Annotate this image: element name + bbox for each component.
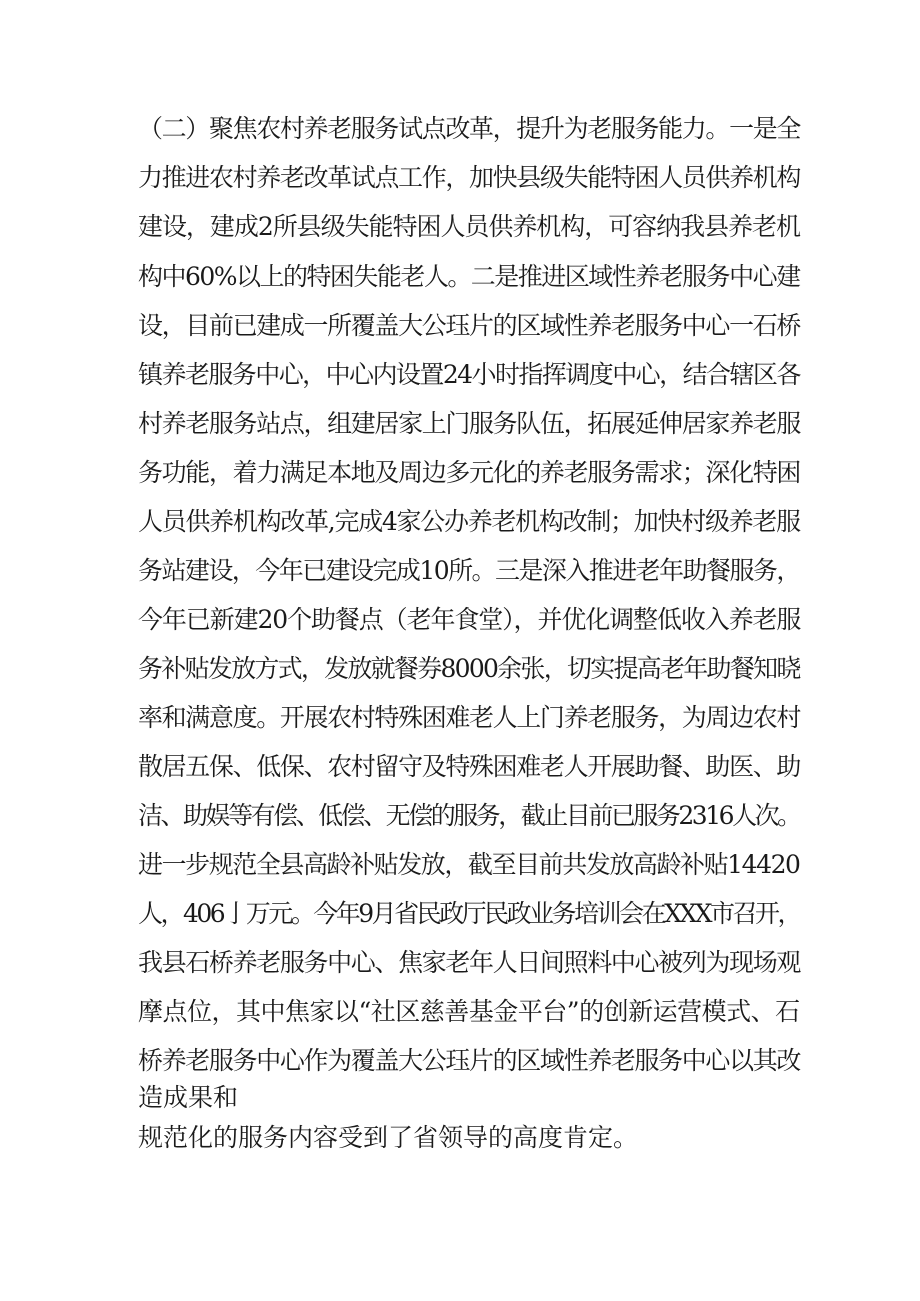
paragraph-line: 桥养老服务中心作为覆盖大公珏片的区域性养老服务中心以其改 — [138, 1046, 801, 1075]
paragraph-line: 务站建设，今年已建设完成10所。三是深入推进老年助餐服务， — [138, 556, 800, 585]
paragraph-line: 设，目前已建成一所覆盖大公珏片的区域性养老服务中心一石桥 — [138, 311, 801, 340]
paragraph-line: 人员供养机构改革,完成4家公办养老机构改制；加快村级养老服 — [138, 507, 800, 536]
paragraph-line: 规范化的服务内容受到了省领导的高度肯定。 — [138, 1123, 639, 1152]
paragraph-line: 今年已新建20个助餐点（老年食堂），并优化调整低收入养老服 — [138, 605, 801, 634]
paragraph-line: 人，406亅万元。今年9月省民政厅民政业务培训会在XXX市召开， — [138, 899, 801, 928]
paragraph-line: 务补贴发放方式，发放就餐券8000余张，切实提高老年助餐知晓 — [138, 654, 800, 683]
paragraph-line: 造成果和 — [138, 1083, 239, 1112]
paragraph-line: 构中60%以上的特困失能老人。二是推进区域性养老服务中心建 — [138, 262, 800, 291]
paragraph-line: 散居五保、低保、农村留守及特殊困难老人开展助餐、助医、助 — [138, 752, 801, 781]
paragraph-line: 洁、助娱等有偿、低偿、无偿的服务，截止目前已服务2316人次。 — [138, 801, 800, 830]
paragraph-line: 建设，建成2所县级失能特困人员供养机构，可容纳我县养老机 — [138, 212, 800, 241]
paragraph-line: （二）聚焦农村养老服务试点改革，提升为老服务能力。一是全 — [138, 114, 801, 143]
paragraph-line: 村养老服务站点，组建居家上门服务队伍，拓展延伸居家养老服 — [138, 409, 801, 438]
paragraph-line: 率和满意度。开展农村特殊困难老人上门养老服务，为周边农村 — [138, 703, 801, 732]
paragraph-line: 进一步规范全县高龄补贴发放，截至目前共发放高龄补贴14420 — [138, 850, 800, 879]
paragraph-line: 我县石桥养老服务中心、焦家老年人日间照料中心被列为现场观 — [138, 948, 801, 977]
paragraph-line: 力推进农村养老改革试点工作，加快县级失能特困人员供养机构 — [138, 163, 801, 192]
paragraph-line: 镇养老服务中心，中心内设置24小时指挥调度中心，结合辖区各 — [138, 360, 800, 389]
paragraph-line: 务功能，着力满足本地及周边多元化的养老服务需求；深化特困 — [138, 458, 801, 487]
paragraph-line: 摩点位，其中焦家以“社区慈善基金平台”的创新运营模式、石 — [138, 997, 800, 1026]
